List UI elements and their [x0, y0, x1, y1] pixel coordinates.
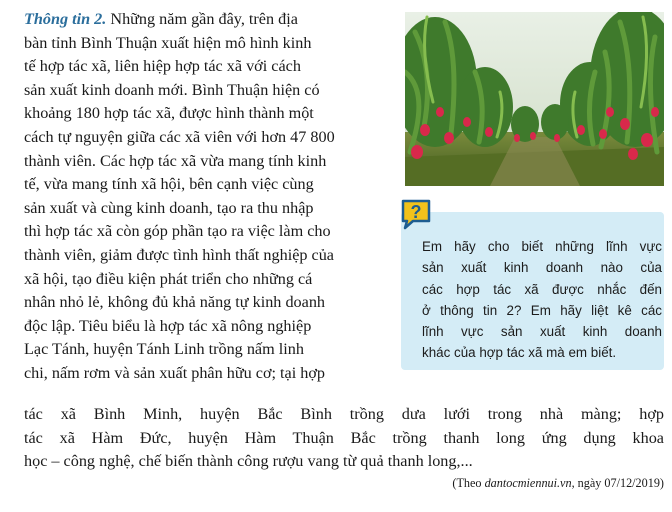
- info-text-full-width: [24, 403, 664, 474]
- info-line: sản xuất và cùng kinh doanh, tạo ra thu nhập: [24, 198, 314, 217]
- question-line: lĩnh vực sản xuất kinh doanh: [422, 324, 662, 340]
- info-line: Lạc Tánh, huyện Tánh Linh trồng nấm linh: [24, 340, 304, 359]
- info-line: tế hợp tác xã, liên hiệp hợp tác xã với cách: [24, 57, 301, 76]
- question-line: Em hãy cho biết những lĩnh vực: [422, 239, 662, 254]
- question-line: ở thông tin 2? Em hãy liệt kê các: [422, 302, 662, 318]
- question-text: [422, 236, 662, 364]
- source-citation: (Theo dantocmiennui.vn, ngày 07/12/2019): [452, 476, 664, 490]
- info-line: xã hội, tạo điều kiện phát triển cho những cá: [24, 269, 313, 288]
- question-mark-icon: [399, 197, 433, 231]
- info-line: Thông tin 2. Những năm gần đây, trên địa: [24, 10, 298, 28]
- info-line: học – công nghệ, chế biến thành công rượu vang từ quả thanh long,...: [24, 452, 473, 471]
- question-line: khác của hợp tác xã mà em biết.: [422, 345, 617, 361]
- info-line: cách tự nguyện giữa các xã viên với hơn 47 800: [24, 127, 335, 146]
- info-line: sản xuất kinh doanh mới. Bình Thuận hiện có: [24, 80, 320, 99]
- question-mark-glyph: ?: [410, 202, 422, 222]
- question-line: các hợp tác xã được nhắc đến: [422, 281, 662, 297]
- info-line: thành viên. Các hợp tác xã vừa mang tính kinh: [24, 151, 327, 170]
- info-line: độc lập. Tiêu biểu là hợp tác xã nông nghiệp: [24, 316, 312, 335]
- question-line: sản xuất kinh doanh nào của: [422, 260, 662, 276]
- info-line: chi, nấm rơm và sản xuất phân hữu cơ; tại hợp: [24, 363, 326, 382]
- info-line: thì hợp tác xã còn góp phần tạo ra việc làm cho: [24, 222, 331, 241]
- info-line: bàn tỉnh Bình Thuận xuất hiện mô hình kinh: [24, 33, 312, 52]
- info-lead: Thông tin 2.: [24, 10, 107, 28]
- info-line: tế, vừa mang tính xã hội, bên cạnh việc cùng: [24, 175, 314, 194]
- info-text-column: [24, 8, 402, 386]
- info-line: tác xã Hàm Đức, huyện Hàm Thuận Bắc trồng thanh long ứng dụng khoa: [24, 428, 664, 447]
- info-line: khoảng 180 hợp tác xã, được hình thành một: [24, 104, 314, 123]
- dragon-fruit-farm-photo: [405, 12, 664, 186]
- info-line: nhân nhỏ lẻ, không đủ khả năng tự kinh doanh: [24, 293, 326, 312]
- info-line: tác xã Bình Minh, huyện Bắc Bình trồng dưa lưới trong nhà màng; hợp: [24, 405, 664, 423]
- info-line: thành viên, giảm được tình hình thất nghiệp của: [24, 245, 334, 264]
- citation-source: dantocmiennui.vn: [484, 476, 572, 490]
